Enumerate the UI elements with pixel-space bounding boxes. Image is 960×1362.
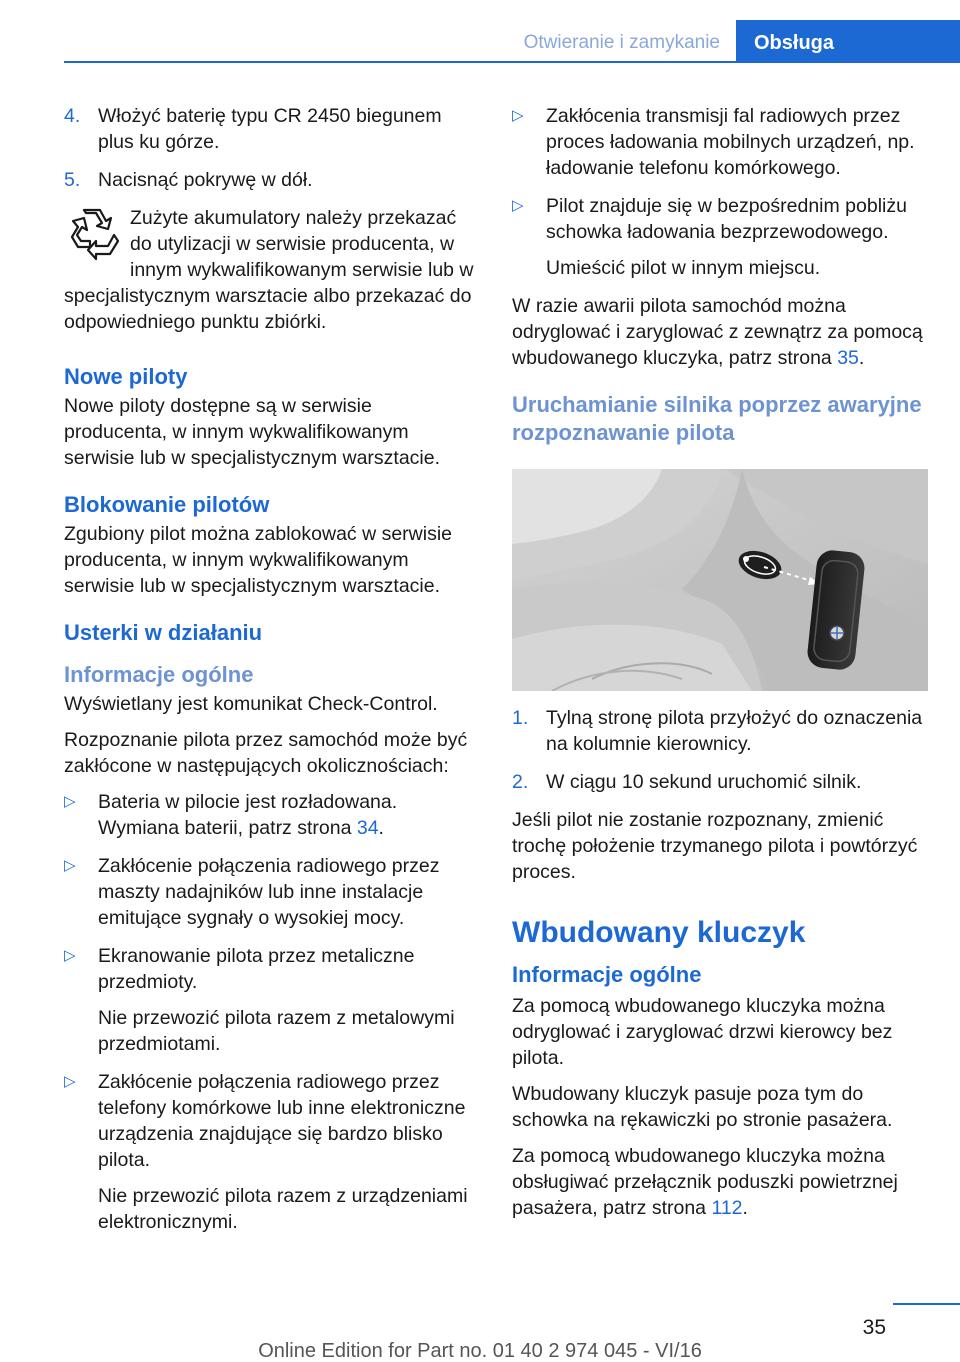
step-number: 4. xyxy=(64,105,81,127)
paragraph-emergency xyxy=(512,293,930,371)
recycle-note xyxy=(64,205,478,335)
triangle-right-icon: ▷ xyxy=(64,947,76,964)
header-section-title: Otwieranie i zamykanie xyxy=(523,32,720,53)
paragraph: Rozpoznanie pilota przez samochód może być zakłócone w następujących okolicznościach: xyxy=(64,729,468,777)
paragraph-airbag xyxy=(512,1143,930,1221)
section-title-engine-start: Uruchamianie silnika poprzez awaryjne rozpoznawanie pilota xyxy=(512,392,922,445)
punctuation: . xyxy=(378,817,384,839)
list-item xyxy=(64,943,478,1057)
paragraph: Wyświetlany jest komunikat Check-Control. xyxy=(64,693,438,715)
list-item xyxy=(64,1069,478,1235)
chapter-title-builtin-key: Wbudowany kluczyk xyxy=(512,916,806,949)
list-item xyxy=(64,789,478,841)
subsection-title-general: Informacje ogólne xyxy=(64,662,254,687)
list-item-text: Zakłócenia transmisji fal radiowych przez proces ładowania mobilnych urządzeń, np. ładowanie telefonu komórkowego. xyxy=(546,105,915,179)
section-title-malfunction: Usterki w działaniu xyxy=(64,620,263,645)
step-text: Nacisnąć pokrywę w dół. xyxy=(98,169,313,191)
subsection-title-general: Informacje ogólne xyxy=(512,962,702,987)
section-title-new-remotes: Nowe piloty xyxy=(64,364,188,389)
triangle-right-icon: ▷ xyxy=(512,197,524,214)
right-column xyxy=(512,103,930,1231)
recycle-icon xyxy=(64,205,124,265)
recycle-note-text: Zużyte akumulatory należy przekazać do utylizacji w serwisie producenta, w innym wykwalifikowanym serwisie lub w specjalistycznym warsztacie albo przekazać do odpowiedniego punktu zbiórki. xyxy=(64,207,474,333)
step-4 xyxy=(64,103,478,155)
step-5 xyxy=(64,167,478,193)
step-number: 5. xyxy=(64,169,81,191)
page-number: 35 xyxy=(862,1316,886,1339)
list-item-note: Nie przewozić pilota razem z metalowymi przedmiotami. xyxy=(98,1007,455,1055)
step-text: Włożyć baterię typu CR 2450 biegunem plus ku górze. xyxy=(98,105,442,153)
list-item-text: Zakłócenie połączenia radiowego przez telefony komórkowe lub inne elektroniczne urządzenia znajdujące się bardzo blisko pilota. xyxy=(98,1071,466,1171)
paragraph-text: Za pomocą wbudowanego kluczyka można obsługiwać przełącznik poduszki powietrznej pasażera, patrz strona xyxy=(512,1145,898,1219)
triangle-right-icon: ▷ xyxy=(64,1073,76,1090)
page-link[interactable]: 112 xyxy=(711,1197,743,1219)
header-tab: Obsługa xyxy=(736,20,960,63)
paragraph: Jeśli pilot nie zostanie rozpoznany, zmienić trochę położenie trzymanego pilota i powtórzyć proces. xyxy=(512,809,918,883)
triangle-right-icon: ▷ xyxy=(64,793,76,810)
paragraph-text: W razie awarii pilota samochód można odryglować i zaryglować z zewnątrz za pomocą wbudowanego kluczyka, patrz strona xyxy=(512,295,923,369)
list-item xyxy=(512,103,930,181)
paragraph: Zgubiony pilot można zablokować w serwisie producenta, w innym wykwalifikowanym serwisie lub w specjalistycznym warsztacie. xyxy=(64,523,453,597)
triangle-right-icon: ▷ xyxy=(64,857,76,874)
list-item-note: Umieścić pilot w innym miejscu. xyxy=(546,257,821,279)
punctuation: . xyxy=(742,1197,748,1219)
list-item-text: Zakłócenie połączenia radiowego przez maszty nadajników lub inne instalacje emitujące sygnały o wysokiej mocy. xyxy=(98,855,440,929)
left-column xyxy=(64,103,478,1247)
step-number: 2. xyxy=(512,771,529,793)
page-link[interactable]: 35 xyxy=(837,347,859,369)
step-number: 1. xyxy=(512,707,529,729)
list-item-note: Nie przewozić pilota razem z urządzeniami elektronicznymi. xyxy=(98,1185,468,1233)
triangle-right-icon: ▷ xyxy=(512,107,524,124)
step-text: W ciągu 10 sekund uruchomić silnik. xyxy=(546,771,862,793)
list-item xyxy=(64,853,478,931)
footer-rule xyxy=(893,1303,960,1305)
list-item xyxy=(512,193,930,281)
step-text: Tylną stronę pilota przyłożyć do oznaczenia na kolumnie kierownicy. xyxy=(546,707,923,755)
list-item-text: Ekranowanie pilota przez metaliczne przedmioty. xyxy=(98,945,415,993)
punctuation: . xyxy=(858,347,865,369)
list-item-text: Bateria w pilocie jest rozładowana. Wymiana baterii, patrz strona xyxy=(98,791,398,839)
footer-edition: Online Edition for Part no. 01 40 2 974 045 - VI/16 xyxy=(258,1340,702,1362)
steering-column-photo xyxy=(512,469,928,691)
step-1 xyxy=(512,705,930,757)
page-link[interactable]: 34 xyxy=(356,817,379,839)
paragraph: Za pomocą wbudowanego kluczyka można odryglować i zaryglować drzwi kierowcy bez pilota. xyxy=(512,995,893,1069)
list-item-text: Pilot znajduje się w bezpośrednim pobliżu schowka ładowania bezprzewodowego. xyxy=(546,195,907,243)
section-title-blocking: Blokowanie pilotów xyxy=(64,492,270,517)
paragraph: Nowe piloty dostępne są w serwisie producenta, w innym wykwalifikowanym serwisie lub w specjalistycznym warsztacie. xyxy=(64,395,441,469)
step-2 xyxy=(512,769,930,795)
paragraph: Wbudowany kluczyk pasuje poza tym do schowka na rękawiczki po stronie pasażera. xyxy=(512,1083,893,1131)
